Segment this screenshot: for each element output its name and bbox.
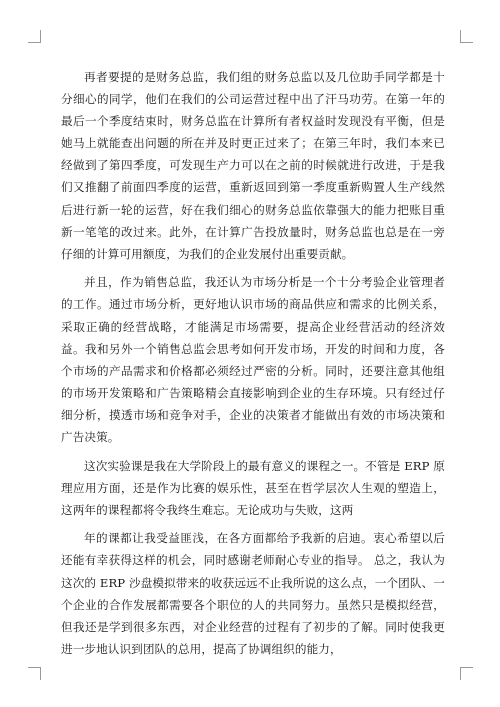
crop-mark-top-right [460, 30, 473, 43]
crop-mark-bottom-right [460, 667, 473, 680]
paragraph-conclusion: 年的课都让我受益匪浅，在各方面都给予我新的启迪。衷心希望以后还能有幸获得这样的机会，同时感谢老师耐心专业的指导。 总之，我认为这次的 ERP 沙盘模拟带来的收获远远不止我所说的这么点，一个团队、一个企业的合作发展都需要各个职位的人的共同努力。虽然只是模拟经营，但我还是学到很多东西，对企业经营的过程有了初步的了解。同时使我更进一步地认识到团队的总用，提高了协调组织的能力， [61, 531, 445, 656]
paragraph-course-reflection: 这次实验课是我在大学阶段上的最有意义的课程之一。不管是 ERP 原理应用方面，还是作为比赛的娱乐性，甚至在哲学层次人生观的塑造上，这两年的课程都将令我终生难忘。无论成功与失败，这两 [61, 458, 445, 517]
crop-mark-bottom-left [28, 667, 41, 680]
crop-mark-top-left [28, 30, 41, 43]
paragraph-finance-director: 再者要提的是财务总监，我们组的财务总监以及几位助手同学都是十分细心的同学，他们在我们的公司运营过程中出了汗马功劳。在第一年的最后一个季度结束时，财务总监在计算所有者权益时发现没有平衡，但是她马上就能查出问题的所在并及时更正过来了；在第三年时，我们本来已经做到了第四季度，可发现生产力可以在之前的时候就进行改进，于是我们又推翻了前面四季度的运营，重新返回到第一季度重新购置人生产线然后进行新一轮的运营，好在我们细心的财务总监依靠强大的能力把账目重新一笔笔的改过来。此外，在计算广告投放量时，财务总监也总是在一旁仔细的计算可用额度，为我们的企业发展付出重要贡献。 [61, 70, 445, 261]
paragraph-market-analysis: 并且，作为销售总监，我还认为市场分析是一个十分考验企业管理者的工作。通过市场分析，更好地认识市场的商品供应和需求的比例关系，采取正确的经营战略，才能满足市场需要，提高企业经营活动的经济效益。我和另外一个销售总监会思考如何开发市场，开发的时间和力度，各个市场的产品需求和价格都必须经过严密的分析。同时，还要注意其他组的市场开发策略和广告策略精会直接影响到企业的生存环境。只有经过仔细分析，摸透市场和竞争对手，企业的决策者才能做出有效的市场决策和广告决策。 [61, 275, 445, 444]
document-body [61, 66, 445, 666]
